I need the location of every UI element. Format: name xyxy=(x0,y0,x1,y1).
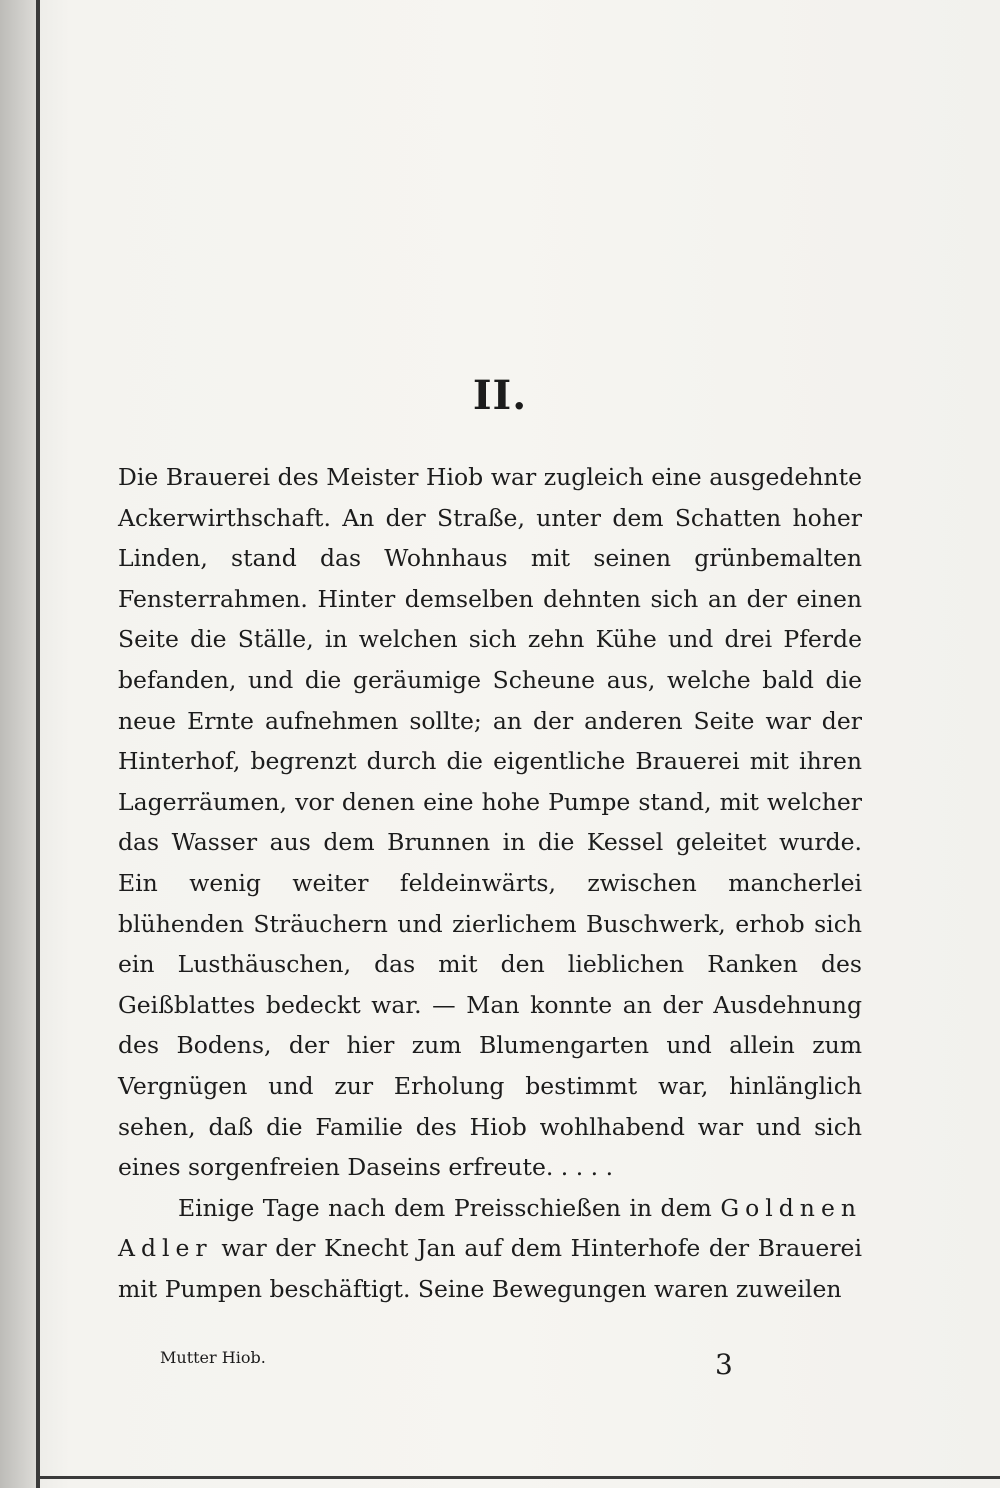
paragraph-2-end: war der Knecht Jan auf dem Hinterhofe der Brauerei mit Pumpen beschäftigt. Seine Bewegungen waren zuweilen xyxy=(118,1234,862,1303)
page-left-edge xyxy=(36,0,40,1488)
paragraph-1: Die Brauerei des Meister Hiob war zugleich eine ausgedehnte Ackerwirthschaft. An der Straße, unter dem Schatten hoher Linden, stand das Wohnhaus mit seinen grünbemalten Fensterrahmen. Hinter demselben dehnten sich an der einen Seite die Ställe, in welchen sich zehn Kühe und drei Pferde befanden, und die geräumige Scheune aus, welche bald die neue Ernte aufnehmen sollte; an der anderen Seite war der Hinterhof, begrenzt durch die eigentliche Brauerei mit ihren Lagerräumen, vor denen eine hohe Pumpe stand, mit welcher das Wasser aus dem Brunnen in die Kessel geleitet wurde. Ein wenig weiter feldeinwärts, zwischen mancherlei blühenden Sträuchern und zierlichem Buschwerk, erhob sich ein Lusthäuschen, das mit den lieblichen Ranken des Geißblattes bedeckt war. — Man konnte an der Ausdehnung des Bodens, der hier zum Blumengarten und allein zum Vergnügen und zur Erholung bestimmt war, hinlänglich sehen, daß die Familie des Hiob wohlhabend war und sich eines sorgenfreien Daseins erfreute. . . . . xyxy=(118,463,862,1182)
binding-shadow xyxy=(0,0,36,1488)
signature-mark: Mutter Hiob. xyxy=(160,1348,266,1367)
paragraph-2-start: Einige Tage nach dem Preisschießen in dem xyxy=(178,1193,712,1222)
paragraph-2 xyxy=(118,1188,862,1310)
chapter-heading: II. xyxy=(472,372,528,419)
paragraph-2-spaced-name: Goldnen Adler xyxy=(118,1193,862,1263)
page-bottom-edge xyxy=(36,1476,1000,1479)
page-number: 3 xyxy=(715,1348,733,1381)
body-text xyxy=(118,457,862,1309)
